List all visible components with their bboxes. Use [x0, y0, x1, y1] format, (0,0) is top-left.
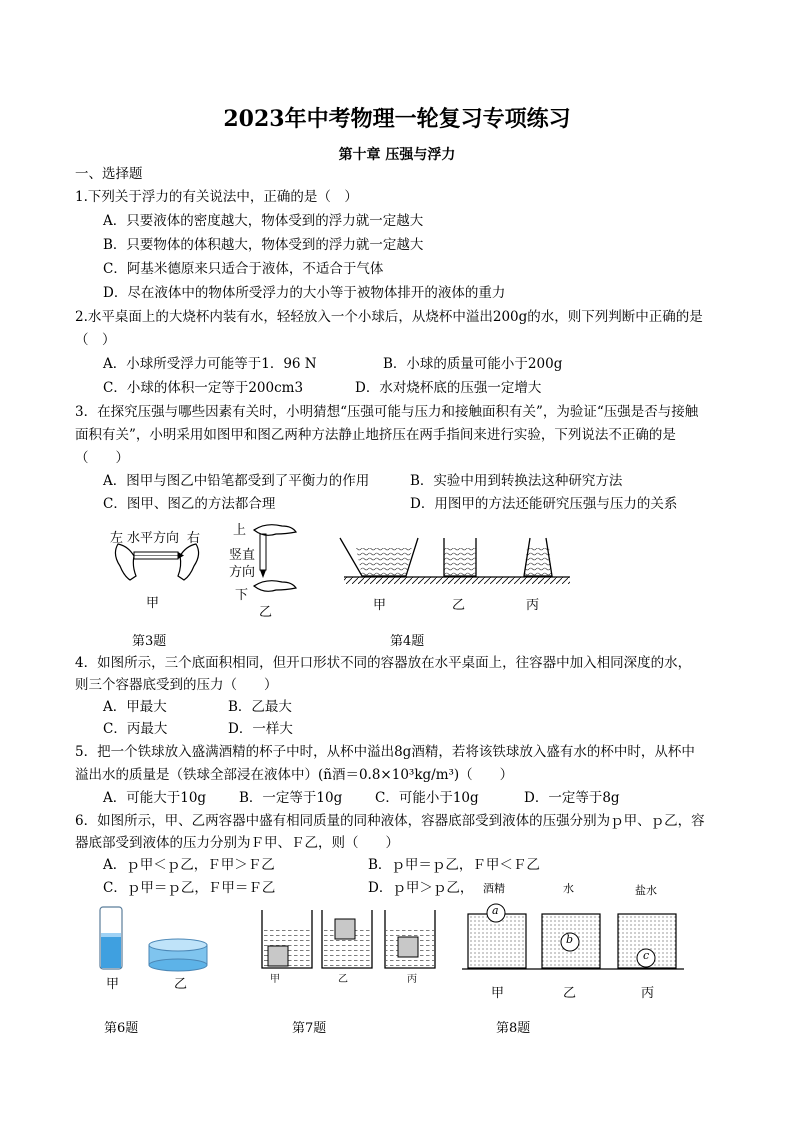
fig3-label-horizontal: 水平方向	[127, 531, 180, 546]
q2-option-c: C．小球的体积一定等于200cm3	[103, 380, 304, 396]
blocks-in-liquid-figure	[258, 908, 438, 974]
q1-option-d: D．尽在液体中的物体所受浮力的大小等于被物体排开的液体的重力	[103, 285, 506, 301]
fig8-label-alcohol: 酒精	[483, 882, 505, 895]
q5-option-d: D．一定等于8g	[524, 790, 620, 806]
section-heading: 一、选择题	[75, 166, 143, 182]
caption-q3: 第3题	[132, 634, 167, 649]
pencil-horizontal-figure	[112, 538, 202, 588]
fig3-label-down: 下	[235, 588, 249, 603]
q2-option-d: D．水对烧杯底的压强一定增大	[355, 380, 542, 396]
q5-stem-line2: 溢出水的质量是（铁球全部浸在液体中）(ñ酒＝0.8×10³kg/m³)（ ）	[75, 767, 514, 783]
fig8-label-jia: 甲	[491, 986, 505, 1001]
fig7-label-bing: 丙	[407, 974, 417, 985]
q6-stem-line2: 器底部受到液体的压力分别为Ｆ甲、Ｆ乙，则（ ）	[75, 835, 399, 851]
fig3-label-up: 上	[233, 523, 247, 538]
q6-stem-line1: 6．如图所示，甲、乙两容器中盛有相同质量的同种液体，容器底部受到液体的压强分别为ｐ甲、ｐ乙，容	[75, 813, 705, 829]
q3-stem-line1: 3．在探究压强与哪些因素有关时，小明猜想“压强可能与压力和接触面积有关”，为验证“压强是否与接触	[75, 404, 699, 420]
q3-stem-line2: 面积有关”，小明采用如图甲和图乙两种方法静止地挤压在两手指间来进行实验，下列说法不正确的是	[75, 427, 676, 443]
fig3-label-jia: 甲	[146, 596, 160, 611]
q6-option-d: D．ｐ甲＞ｐ乙，	[368, 880, 474, 896]
q3-option-c: C．图甲、图乙的方法都合理	[103, 496, 276, 512]
q1-stem: 1.下列关于浮力的有关说法中，正确的是（ ）	[75, 189, 358, 205]
ball-c-label: c	[643, 949, 650, 962]
glass-dish-figure	[95, 903, 210, 975]
q4-option-c: C．丙最大	[103, 721, 168, 737]
pencil-vertical-figure	[250, 522, 300, 594]
fig3-label-vertical-1: 竖直	[229, 548, 256, 563]
fig3-label-left: 左	[110, 531, 124, 546]
q4-option-b: B．乙最大	[228, 699, 292, 715]
caption-q8: 第8题	[496, 1021, 531, 1036]
ball-b-label: b	[566, 933, 574, 946]
fig4-label-bing: 丙	[526, 598, 540, 613]
q4-stem-line2: 则三个容器底受到的压力（ ）	[75, 677, 278, 693]
q1-option-a: A．只要液体的密度越大，物体受到的浮力就一定越大	[103, 213, 424, 229]
q5-option-a: A．可能大于10g	[103, 790, 207, 806]
containers-figure	[340, 536, 570, 596]
fig3-label-right: 右	[187, 531, 201, 546]
q5-option-b: B．一定等于10g	[239, 790, 343, 806]
q3-option-a: A．图甲与图乙中铅笔都受到了平衡力的作用	[103, 473, 370, 489]
fig7-label-jia: 甲	[270, 974, 280, 985]
q1-option-b: B．只要物体的体积越大，物体受到的浮力就一定越大	[103, 237, 424, 253]
fig6-label-yi: 乙	[174, 977, 188, 992]
q6-option-b: B．ｐ甲＝ｐ乙，Ｆ甲＜Ｆ乙	[368, 857, 540, 873]
q4-option-a: A．甲最大	[103, 699, 167, 715]
q2-option-a: A．小球所受浮力可能等于1．96 N	[103, 356, 317, 372]
q4-stem-line1: 4．如图所示，三个底面积相同，但开口形状不同的容器放在水平桌面上，往容器中加入相同深度的水，	[75, 655, 692, 671]
q3-option-b: B．实验中用到转换法这种研究方法	[410, 473, 623, 489]
fig8-label-brine: 盐水	[635, 884, 657, 897]
caption-q4: 第4题	[390, 634, 425, 649]
page-title: 2023年中考物理一轮复习专项练习	[223, 106, 571, 132]
q4-option-d: D．一样大	[228, 721, 293, 737]
chapter-title: 第十章 压强与浮力	[338, 147, 456, 163]
fig3-label-vertical-2: 方向	[229, 565, 256, 580]
q2-stem-line1: 2.水平桌面上的大烧杯内装有水，轻轻放入一个小球后，从烧杯中溢出200g的水，则下列判断中正确的是	[75, 309, 703, 325]
fig7-label-yi: 乙	[338, 974, 348, 985]
fig8-label-bing: 丙	[641, 986, 655, 1001]
q5-stem-line1: 5．把一个铁球放入盛满酒精的杯子中时，从杯中溢出8g酒精，若将该铁球放入盛有水的杯中时，从杯中	[75, 744, 695, 760]
q2-option-b: B．小球的质量可能小于200g	[383, 356, 563, 372]
q5-option-c: C．可能小于10g	[375, 790, 479, 806]
q3-option-d: D．用图甲的方法还能研究压强与压力的关系	[410, 496, 678, 512]
fig8-label-water: 水	[563, 882, 574, 895]
q3-stem-line3: （ ）	[75, 450, 129, 466]
fig4-label-jia: 甲	[373, 598, 387, 613]
q2-stem-line2: （ ）	[75, 332, 116, 348]
ball-a-label: a	[492, 904, 499, 917]
caption-q7: 第7题	[292, 1021, 327, 1036]
fig3-label-yi: 乙	[259, 605, 273, 620]
fig6-label-jia: 甲	[106, 977, 120, 992]
q1-option-c: C．阿基米德原来只适合于液体，不适合于气体	[103, 261, 384, 277]
fig8-label-yi: 乙	[563, 986, 577, 1001]
caption-q6: 第6题	[104, 1021, 139, 1036]
q6-option-a: A．ｐ甲＜ｐ乙，Ｆ甲＞Ｆ乙	[103, 857, 275, 873]
q6-option-c: C．ｐ甲＝ｐ乙，Ｆ甲＝Ｆ乙	[103, 880, 276, 896]
fig4-label-yi: 乙	[452, 598, 466, 613]
